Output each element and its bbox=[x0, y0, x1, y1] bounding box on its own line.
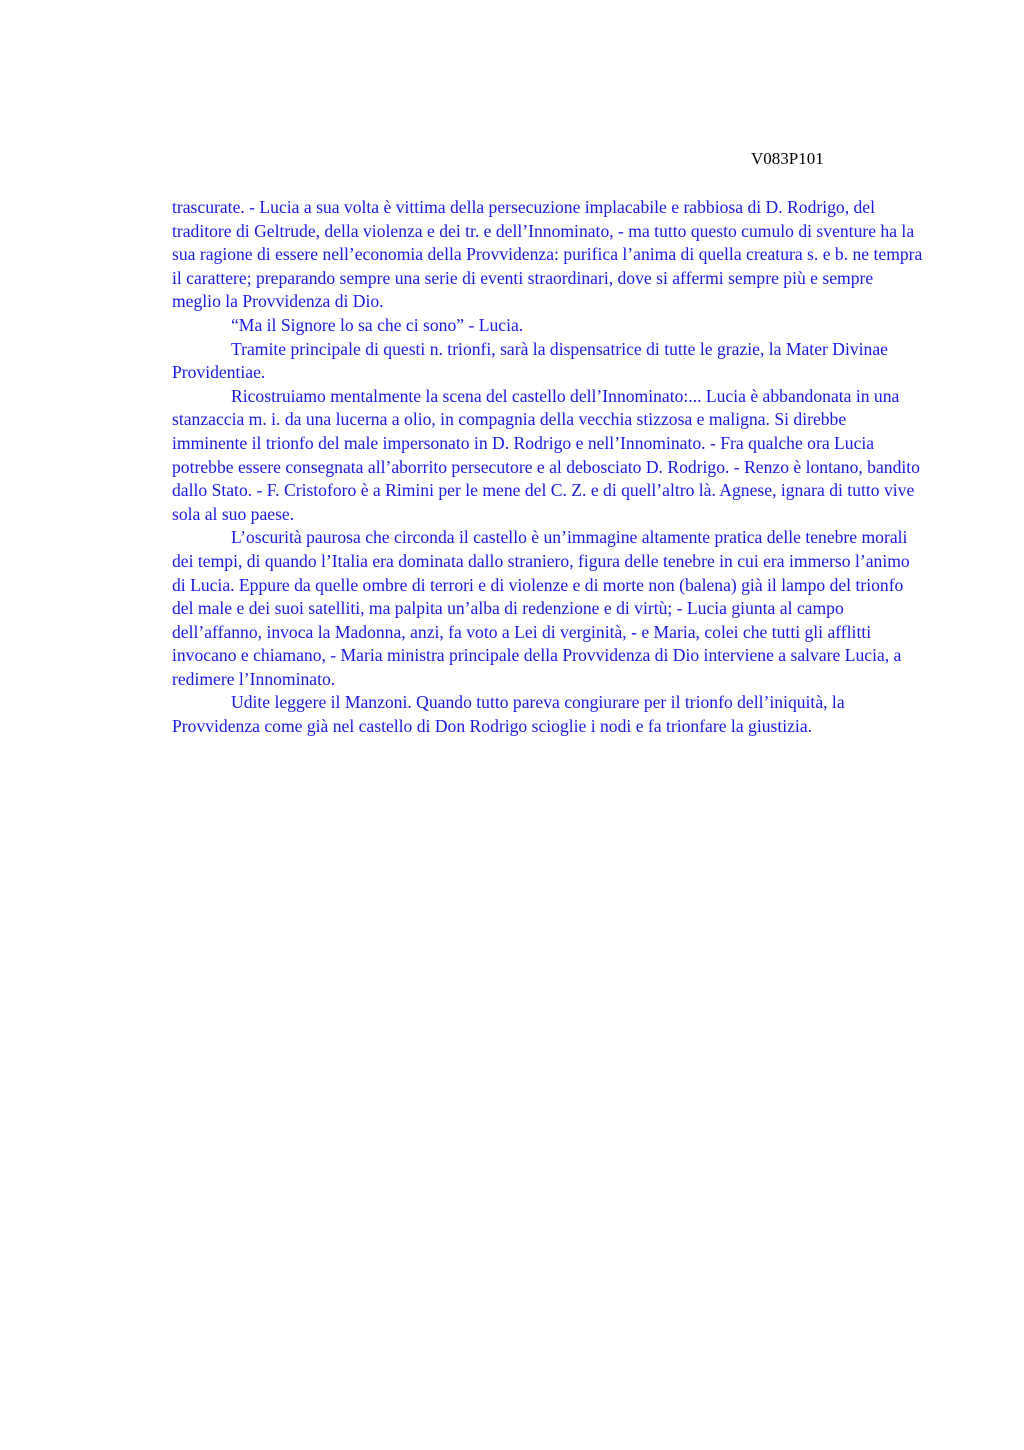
paragraph-4: Ricostruiamo mentalmente la scena del castello dell’Innominato:... Lucia è abbandonata in una stanzaccia m. i. da una lucerna a olio, in compagnia della vecchia stizzosa e maligna. Si direbbe imminente il trionfo del male impersonato in D. Rodrigo e nell’Innominato. - Fra qualche ora Lucia potrebbe essere consegnata all’aborrito persecutore e al debosciato D. Rodrigo. - Renzo è lontano, bandito dallo Stato. - F. Cristoforo è a Rimini per le mene del C. Z. e di quell’altro là. Agnese, ignara di tutto vive sola al suo paese. bbox=[172, 385, 920, 524]
paragraph-3: Tramite principale di questi n. trionfi, sarà la dispensatrice di tutte le grazie, la Mater Divinae Providentiae. bbox=[172, 338, 888, 383]
paragraph-5: L’oscurità paurosa che circonda il castello è un’immagine altamente pratica delle tenebre morali dei tempi, di quando l’Italia era dominata dallo straniero, figura delle tenebre in cui era immerso l’animo di Lucia. Eppure da quelle ombre di terrori e di violenze e di morte non (balena) già il lampo del trionfo del male e dei suoi satelliti, ma palpita un’alba di redenzione e di virtù; - Lucia giunta al campo dell’affanno, invoca la Madonna, anzi, fa voto a Lei di verginità, - e Maria, colei che tutti gli afflitti invocano e chiamano, - Maria ministra principale della Provvidenza di Dio interviene a salvare Lucia, a redimere l’Innominato. bbox=[172, 527, 910, 689]
paragraph-2: “Ma il Signore lo sa che ci sono” - Lucia. bbox=[231, 314, 524, 335]
document-body bbox=[172, 196, 924, 739]
paragraph-1: trascurate. - Lucia a sua volta è vittima della persecuzione implacabile e rabbiosa di D. Rodrigo, del traditore di Geltrude, della violenza e dei tr. e dell’Innominato, - ma tutto questo cumulo di sventure ha la sua ragione di essere nell’economia della Provvidenza: purifica l’anima di quella creatura s. e b. ne tempra il carattere; preparando sempre una serie di eventi straordinari, dove si affermi sempre più e sempre meglio la Provvidenza di Dio. bbox=[172, 197, 923, 312]
paragraph-6: Udite leggere il Manzoni. Quando tutto pareva congiurare per il trionfo dell’iniquità, la Provvidenza come già nel castello di Don Rodrigo scioglie i nodi e fa trionfare la giustizia. bbox=[172, 692, 845, 737]
page-code: V083P101 bbox=[751, 149, 824, 168]
